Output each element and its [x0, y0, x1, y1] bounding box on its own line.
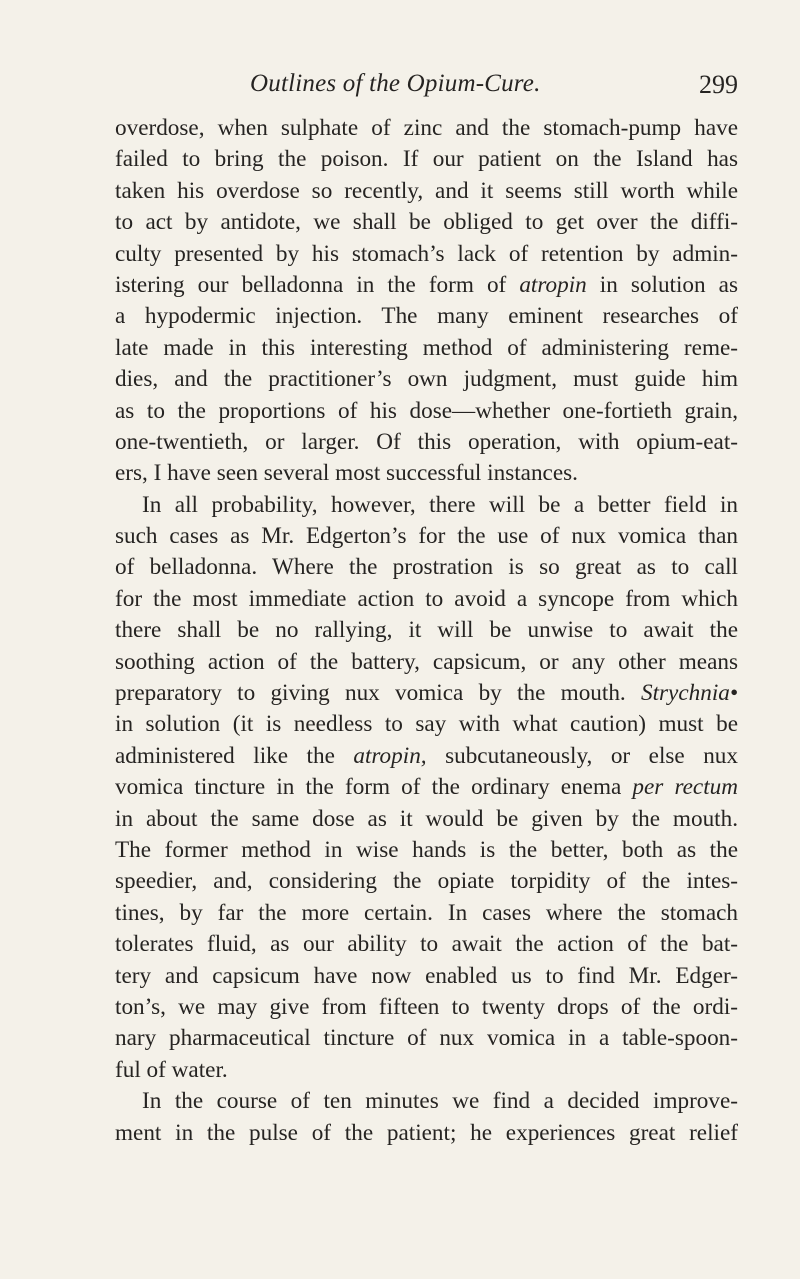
- text-run: The former method in wise hands is the better, both as the: [115, 836, 738, 863]
- text-run: in about the same dose as it would be given by the mouth.: [115, 805, 738, 832]
- text-run: failed to bring the poison. If our patient on the Island has: [115, 146, 738, 173]
- italic-text: atropin,: [353, 742, 427, 769]
- text-run: ers, I have seen several most successful instances.: [115, 460, 578, 487]
- text-line: [115, 741, 738, 772]
- text-run: of belladonna. Where the prostration is so great as to call: [115, 554, 738, 581]
- text-run: In all probability, however, there will be a better field in: [142, 491, 738, 518]
- text-run: ful of water.: [115, 1056, 228, 1083]
- text-line: [115, 333, 738, 364]
- text-line: [115, 239, 738, 270]
- text-line: [115, 835, 738, 866]
- text-line: [115, 1118, 738, 1149]
- text-line: [115, 301, 738, 332]
- text-line: [115, 804, 738, 835]
- text-line: [115, 678, 738, 709]
- text-line: [115, 270, 738, 301]
- italic-text: Strychnia•: [641, 680, 738, 707]
- text-run: late made in this interesting method of administering reme-: [115, 334, 738, 361]
- text-run: in solution as: [586, 271, 738, 298]
- text-line: [115, 929, 738, 960]
- text-line: [115, 647, 738, 678]
- running-title: Outlines of the Opium-Cure.: [250, 70, 541, 97]
- body-text: [115, 113, 738, 1149]
- text-run: tolerates fluid, as our ability to await the action of the bat-: [115, 931, 738, 958]
- text-line: [115, 207, 738, 238]
- text-line: [115, 490, 738, 521]
- text-line: [115, 458, 738, 489]
- text-line: [115, 772, 738, 803]
- text-run: tery and capsicum have now enabled us to find Mr. Edger-: [115, 962, 738, 989]
- text-run: speedier, and, considering the opiate torpidity of the intes-: [115, 868, 738, 895]
- text-line: [115, 144, 738, 175]
- text-line: [115, 615, 738, 646]
- text-line: [115, 1055, 738, 1086]
- text-line: [115, 113, 738, 144]
- text-run: ton’s, we may give from fifteen to twenty drops of the ordi-: [115, 993, 738, 1020]
- text-run: for the most immediate action to avoid a syncope from which: [115, 585, 738, 612]
- text-line: [115, 552, 738, 583]
- italic-text: per rectum: [632, 774, 738, 801]
- text-line: [115, 427, 738, 458]
- text-run: subcutaneously, or else nux: [426, 742, 738, 769]
- text-run: istering our belladonna in the form of: [115, 271, 520, 298]
- text-run: there shall be no rallying, it will be unwise to await the: [115, 617, 738, 644]
- text-line: [115, 1023, 738, 1054]
- text-line: [115, 709, 738, 740]
- text-run: soothing action of the battery, capsicum, or any other means: [115, 648, 738, 675]
- text-run: taken his overdose so recently, and it seems still worth while: [115, 177, 738, 204]
- text-line: [115, 521, 738, 552]
- text-line: [115, 1086, 738, 1117]
- text-run: such cases as Mr. Edgerton’s for the use of nux vomica than: [115, 523, 738, 550]
- text-run: nary pharmaceutical tincture of nux vomica in a table-spoon-: [115, 1025, 738, 1052]
- text-run: overdose, when sulphate of zinc and the stomach-pump have: [115, 115, 738, 141]
- text-line: [115, 992, 738, 1023]
- text-line: [115, 898, 738, 929]
- text-line: [115, 961, 738, 992]
- text-run: vomica tincture in the form of the ordinary enema: [115, 774, 633, 801]
- text-run: in solution (it is needless to say with what caution) must be: [115, 711, 738, 738]
- text-line: [115, 866, 738, 897]
- text-run: to act by antidote, we shall be obliged to get over the diffi-: [115, 209, 738, 236]
- text-run: In the course of ten minutes we find a decided improve-: [142, 1088, 738, 1115]
- text-line: [115, 396, 738, 427]
- text-run: ment in the pulse of the patient; he experiences great relief: [115, 1119, 738, 1146]
- running-head: [110, 70, 738, 104]
- page-number: 299: [699, 70, 738, 99]
- text-run: administered like the: [115, 742, 354, 769]
- text-line: [115, 176, 738, 207]
- text-run: as to the proportions of his dose—whether one-fortieth grain,: [115, 397, 738, 424]
- text-run: a hypodermic injection. The many eminent researches of: [115, 303, 738, 330]
- text-run: preparatory to giving nux vomica by the mouth.: [115, 680, 641, 707]
- text-run: tines, by far the more certain. In cases where the stomach: [115, 899, 738, 926]
- text-line: [115, 584, 738, 615]
- text-line: [115, 364, 738, 395]
- text-run: one-twentieth, or larger. Of this operation, with opium-eat-: [115, 428, 738, 455]
- italic-text: atropin: [519, 271, 587, 298]
- text-run: dies, and the practitioner’s own judgment, must guide him: [115, 366, 738, 393]
- text-run: culty presented by his stomach’s lack of retention by admin-: [115, 240, 738, 267]
